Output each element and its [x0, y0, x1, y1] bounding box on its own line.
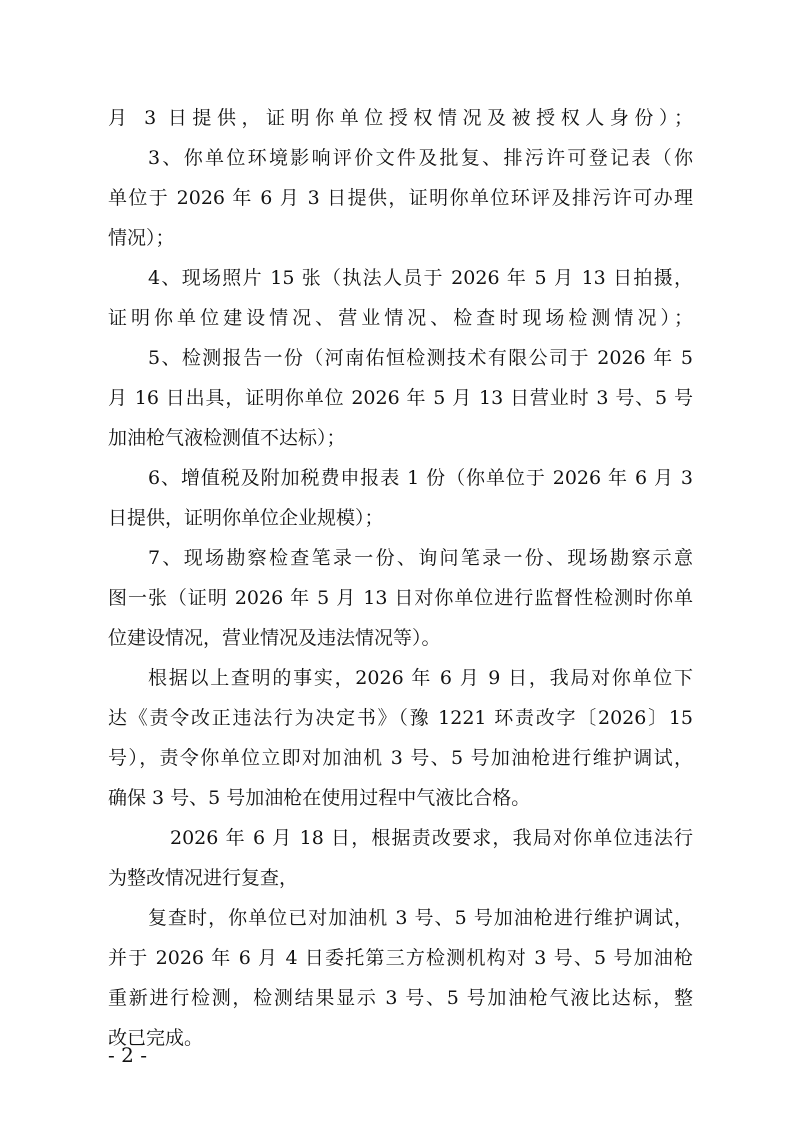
page-number: - 2 - [108, 1043, 147, 1067]
text-line: 确保 3 号、5 号加油枪在使用过程中气液比合格。 [108, 787, 531, 809]
text-line: 复查时，你单位已对加油机 3 号、5 号加油枪进行维护调试， [148, 907, 693, 929]
text-line: 月 3 日提供，证明你单位授权情况及被授权人身份）； [108, 107, 693, 129]
text-line: 根据以上查明的事实，2026 年 6 月 9 日，我局对你单位下 [148, 667, 693, 689]
text-line: 为整改情况进行复查， [108, 867, 299, 889]
text-line: 重新进行检测，检测结果显示 3 号、5 号加油枪气液比达标，整 [108, 987, 693, 1009]
text-line: 号），责令你单位立即对加油机 3 号、5 号加油枪进行维护调试， [108, 747, 693, 769]
text-line: 情况）； [108, 227, 175, 249]
text-line: 7、现场勘察检查笔录一份、询问笔录一份、现场勘察示意 [148, 547, 693, 569]
text-line: 单位于 2026 年 6 月 3 日提供，证明你单位环评及排污许可办理 [108, 187, 693, 209]
text-line: 改已完成。 [108, 1027, 204, 1049]
text-line: 5、检测报告一份（河南佑恒检测技术有限公司于 2026 年 5 [148, 347, 693, 369]
text-line: 证明你单位建设情况、营业情况、检查时现场检测情况）； [108, 307, 693, 329]
text-line: 加油枪气液检测值不达标）； [108, 427, 346, 449]
text-line: 2026 年 6 月 18 日，根据责改要求，我局对你单位违法行 [170, 827, 693, 849]
text-line: 4、现场照片 15 张（执法人员于 2026 年 5 月 13 日拍摄， [148, 267, 693, 289]
text-line: 图一张（证明 2026 年 5 月 13 日对你单位进行监督性检测时你单 [108, 587, 693, 609]
text-line: 并于 2026 年 6 月 4 日委托第三方检测机构对 3 号、5 号加油枪 [108, 947, 693, 969]
text-line: 月 16 日出具，证明你单位 2026 年 5 月 13 日营业时 3 号、5 号 [108, 387, 693, 409]
text-line: 3、你单位环境影响评价文件及批复、排污许可登记表（你 [148, 147, 693, 169]
text-line: 日提供，证明你单位企业规模）； [108, 507, 384, 529]
text-line: 6、增值税及附加税费申报表 1 份（你单位于 2026 年 6 月 3 [148, 467, 693, 489]
text-line: 位建设情况，营业情况及违法情况等）。 [108, 627, 441, 649]
text-line: 达《责令改正违法行为决定书》（豫 1221 环责改字〔2026〕15 [108, 707, 693, 729]
